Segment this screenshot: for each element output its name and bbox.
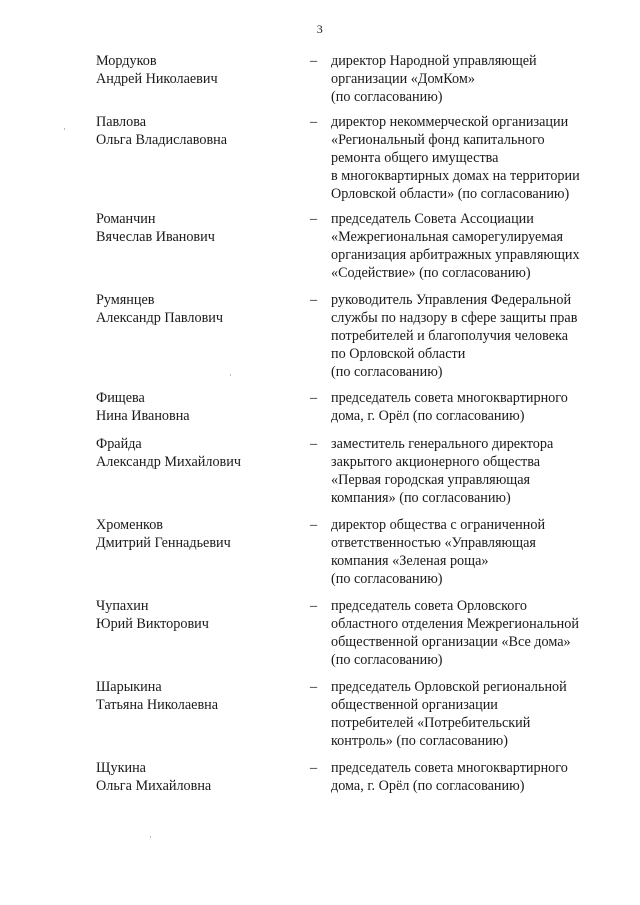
position-line: ответственностью «Управляющая <box>331 535 536 551</box>
member-position <box>331 759 616 795</box>
position-line: председатель Совета Ассоциации <box>331 211 534 227</box>
dash-separator: – <box>310 390 318 406</box>
member-surname: Чупахин <box>96 598 149 614</box>
position-line: по Орловской области <box>331 346 466 362</box>
position-line: (по согласованию) <box>331 652 443 668</box>
member-name <box>96 389 296 425</box>
position-line: руководитель Управления Федеральной <box>331 292 572 308</box>
member-given-names: Татьяна Николаевна <box>96 697 219 713</box>
member-surname: Романчин <box>96 211 156 227</box>
scan-speck <box>150 836 151 838</box>
dash-separator: – <box>310 211 318 227</box>
member-name <box>96 291 296 327</box>
position-line: (по согласованию) <box>331 364 443 380</box>
position-line: закрытого акционерного общества <box>331 454 541 470</box>
position-line: областного отделения Межрегиональной <box>331 616 579 632</box>
position-line: Орловской области» (по согласованию) <box>331 186 570 202</box>
member-surname: Павлова <box>96 114 147 130</box>
position-line: заместитель генерального директора <box>331 436 554 452</box>
member-surname: Фрайда <box>96 436 142 452</box>
position-line: председатель совета многоквартирного <box>331 390 568 406</box>
member-position <box>331 435 616 507</box>
position-line: общественной организации «Все дома» <box>331 634 571 650</box>
member-given-names: Александр Михайлович <box>96 454 241 470</box>
scan-speck <box>230 374 231 376</box>
position-line: председатель совета Орловского <box>331 598 527 614</box>
member-name <box>96 210 296 246</box>
dash-separator: – <box>310 760 318 776</box>
position-line: дома, г. Орёл (по согласованию) <box>331 778 525 794</box>
dash-separator: – <box>310 598 318 614</box>
position-line: общественной организации <box>331 697 498 713</box>
dash-separator: – <box>310 292 318 308</box>
position-line: «Первая городская управляющая <box>331 472 531 488</box>
position-line: дома, г. Орёл (по согласованию) <box>331 408 525 424</box>
position-line: потребителей и благополучия человека <box>331 328 568 344</box>
dash-separator: – <box>310 679 318 695</box>
member-surname: Румянцев <box>96 292 155 308</box>
member-given-names: Александр Павлович <box>96 310 224 326</box>
dash-separator: – <box>310 114 318 130</box>
position-line: «Региональный фонд капитального <box>331 132 545 148</box>
dash-separator: – <box>310 517 318 533</box>
member-given-names: Андрей Николаевич <box>96 71 218 87</box>
member-position <box>331 678 616 750</box>
member-surname: Фищева <box>96 390 145 406</box>
position-line: «Содействие» (по согласованию) <box>331 265 531 281</box>
scan-speck <box>64 128 65 130</box>
member-position <box>331 389 616 425</box>
member-position <box>331 113 616 203</box>
member-name <box>96 678 296 714</box>
member-name <box>96 52 296 88</box>
page-number: 3 <box>316 22 324 36</box>
member-given-names: Юрий Викторович <box>96 616 209 632</box>
position-line: директор общества с ограниченной <box>331 517 546 533</box>
member-name <box>96 516 296 552</box>
member-position <box>331 516 616 588</box>
member-given-names: Ольга Михайловна <box>96 778 212 794</box>
member-surname: Шарыкина <box>96 679 162 695</box>
position-line: потребителей «Потребительский <box>331 715 531 731</box>
position-line: директор Народной управляющей <box>331 53 537 69</box>
position-line: компания «Зеленая роща» <box>331 553 489 569</box>
position-line: контроль» (по согласованию) <box>331 733 508 749</box>
member-position <box>331 597 616 669</box>
member-position <box>331 52 616 106</box>
position-line: организации «ДомКом» <box>331 71 475 87</box>
position-line: в многоквартирных домах на территории <box>331 168 580 184</box>
member-name <box>96 597 296 633</box>
member-position <box>331 210 616 282</box>
member-name <box>96 435 296 471</box>
member-surname: Щукина <box>96 760 146 776</box>
position-line: (по согласованию) <box>331 89 443 105</box>
dash-separator: – <box>310 436 318 452</box>
position-line: директор некоммерческой организации <box>331 114 569 130</box>
member-given-names: Вячеслав Иванович <box>96 229 215 245</box>
position-line: (по согласованию) <box>331 571 443 587</box>
member-name <box>96 759 296 795</box>
position-line: «Межрегиональная саморегулируемая <box>331 229 564 245</box>
dash-separator: – <box>310 53 318 69</box>
member-name <box>96 113 296 149</box>
position-line: службы по надзору в сфере защиты прав <box>331 310 578 326</box>
member-surname: Мордуков <box>96 53 157 69</box>
member-given-names: Дмитрий Геннадьевич <box>96 535 231 551</box>
member-given-names: Ольга Владиславовна <box>96 132 228 148</box>
position-line: компания» (по согласованию) <box>331 490 511 506</box>
member-surname: Хроменков <box>96 517 163 533</box>
position-line: председатель совета многоквартирного <box>331 760 568 776</box>
position-line: ремонта общего имущества <box>331 150 499 166</box>
position-line: организация арбитражных управляющих <box>331 247 580 263</box>
member-given-names: Нина Ивановна <box>96 408 190 424</box>
member-position <box>331 291 616 381</box>
position-line: председатель Орловской региональной <box>331 679 567 695</box>
